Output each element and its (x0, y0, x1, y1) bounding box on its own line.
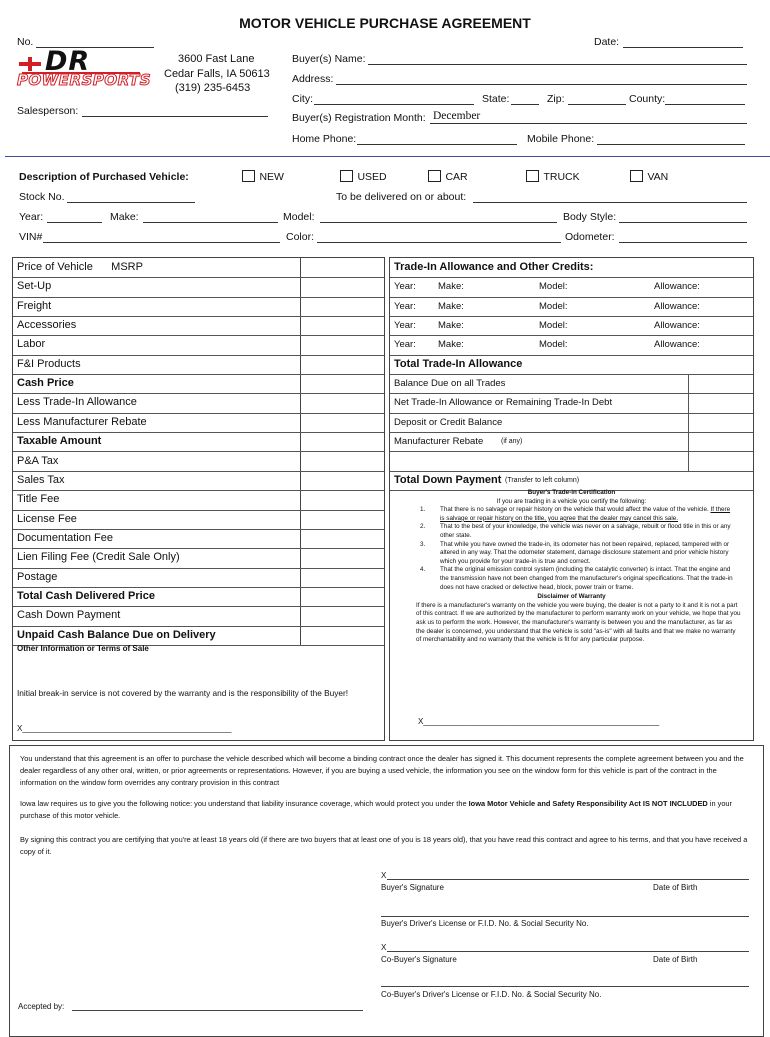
county-field[interactable] (665, 93, 745, 105)
trade-amount-cell[interactable] (688, 432, 754, 451)
price-row-amount[interactable] (301, 316, 384, 335)
price-row (13, 606, 384, 626)
trade-in-title: Trade-In Allowance and Other Credits: (394, 261, 594, 273)
truck-checkbox[interactable] (526, 170, 539, 182)
cobuyer-signature-x: X (381, 943, 387, 952)
section-divider (5, 156, 770, 157)
accepted-by-line[interactable] (72, 1010, 363, 1011)
price-row-amount[interactable] (301, 529, 384, 548)
home-phone-label: Home Phone: (292, 133, 357, 145)
terms-paragraph-2c: in your purchase of this motor vehicle. (20, 799, 733, 820)
mobile-phone-label: Mobile Phone: (527, 133, 595, 145)
salesperson-field[interactable] (82, 105, 268, 117)
no-label: No. (17, 36, 34, 48)
blank-row (390, 452, 753, 472)
buyer-name-field[interactable] (368, 53, 747, 65)
trade-in-vehicle-row (390, 316, 753, 336)
price-row-amount[interactable] (301, 277, 384, 296)
color-field[interactable] (317, 231, 561, 243)
buyer-address-field[interactable] (336, 73, 747, 85)
trade-model-label: Model: (539, 320, 568, 332)
price-row (13, 297, 384, 317)
trade-make-label: Make: (438, 300, 464, 312)
price-table (12, 257, 385, 741)
cobuyer-dob-label: Date of Birth (653, 955, 698, 964)
city-field[interactable] (314, 93, 474, 105)
trade-model-label: Model: (539, 339, 568, 351)
trade-in-vehicle-row (390, 335, 753, 355)
certification-item-text: That to the best of your knowledge, the vehicle was never on a salvage, rebuilt or flood title in this or any other state. (440, 523, 731, 539)
price-row (13, 452, 384, 472)
cobuyer-signature-label: Co-Buyer's Signature (381, 955, 457, 964)
price-row-label: Labor (17, 338, 46, 351)
car-option[interactable] (428, 169, 468, 187)
price-row-amount[interactable] (301, 471, 384, 490)
certification-item-number: 2. (420, 523, 426, 531)
new-option[interactable] (242, 169, 284, 187)
new-checkbox[interactable] (242, 170, 255, 182)
buyer-dob-label: Date of Birth (653, 883, 698, 892)
price-row (13, 277, 384, 297)
trade-allowance-label: Allowance: (654, 339, 700, 351)
home-phone-field[interactable] (357, 133, 517, 145)
price-row-amount[interactable] (301, 568, 384, 587)
stock-label: Stock No. (19, 191, 65, 203)
net-trade-row-label: Net Trade-In Allowance or Remaining Trade-In Debt (394, 397, 613, 409)
trade-allowance-label: Allowance: (654, 320, 700, 332)
certification-item (390, 541, 753, 567)
break-in-note: Initial break-in service is not covered by the warranty and is the responsibility of the Buyer! (17, 688, 349, 698)
used-option[interactable] (340, 169, 387, 187)
model-field[interactable] (320, 211, 557, 223)
trade-model-label: Model: (539, 300, 568, 312)
trade-in-table (389, 257, 754, 741)
trade-in-vehicle-row (390, 277, 753, 297)
price-row (13, 374, 384, 394)
price-row-amount[interactable] (301, 490, 384, 509)
county-label: County: (629, 93, 666, 105)
certification-block (390, 489, 753, 645)
city-label: City: (292, 93, 313, 105)
trade-make-label: Make: (438, 339, 464, 351)
price-row (13, 413, 384, 433)
rebate-row-label: Manufacturer Rebate (394, 436, 484, 448)
state-field[interactable] (511, 93, 539, 105)
dealer-address-2: Cedar Falls, IA 50613 (164, 68, 270, 80)
cobuyer-license-label: Co-Buyer's Driver's License or F.I.D. No. & Social Security No. (381, 990, 602, 999)
price-row-label: Cash Down Payment (17, 609, 121, 622)
certification-item-text: That there is no salvage or repair history on the vehicle that would affect the value of the vehicle. (440, 506, 711, 514)
price-row-amount[interactable] (301, 510, 384, 529)
make-field[interactable] (143, 211, 278, 223)
price-row-label: Freight (17, 299, 52, 312)
total-down-row-label: Total Down Payment (394, 473, 502, 486)
price-row-label: Price of Vehicle MSRP (17, 261, 143, 273)
make-label: Make: (110, 211, 139, 223)
certification-item-text: That the original emission control system (including the catalytic converter) is intact. That the engine and the transmission have not been changed from the manufacturer's original specifications. That the trade-in does not have cracked or defective head, block, power train or frame. (440, 566, 733, 591)
new-option-label: NEW (259, 171, 284, 183)
accepted-by-label: Accepted by: (18, 1002, 65, 1011)
used-checkbox[interactable] (340, 170, 353, 182)
net-trade-row (390, 393, 753, 413)
price-row-label: Lien Filing Fee (Credit Sale Only) (17, 551, 180, 564)
certification-item-text: That while you have owned the trade-in, its odometer has not been repaired, replaced, tampered with or altered in any way. That the odometer statement, damage disclosure statement and prior vehicle history which you provide for your trade-in is true and correct. (440, 540, 730, 565)
rebate-note: (if any) (501, 438, 523, 446)
price-row-amount[interactable] (301, 258, 384, 277)
trade-model-label: Model: (539, 281, 568, 293)
state-label: State: (482, 93, 510, 105)
terms-paragraph-2 (20, 798, 755, 822)
price-row-amount[interactable] (301, 413, 384, 432)
price-row-amount[interactable] (301, 626, 384, 645)
color-label: Color: (286, 231, 315, 243)
terms-box (9, 745, 764, 1037)
disclaimer-text: If there is a manufacturer's warranty on the vehicle you were buying, the dealer is not a party to it and it is not a part of this contract. If we are authorized by the manufacturer to perform warranty work on your vehicle, we hope that you ask us to perform the work. However, the manufacturer's warranty is between you and the manufacturer, as far as the dealer is concerned, you understand that the vehicle is sold "as-is" with all faults and that we make no warranty of merchantability and no warranty that the vehicle is fit for any particular purpose. (416, 601, 741, 644)
trade-make-label: Make: (438, 281, 464, 293)
price-row (13, 510, 384, 530)
body-style-field[interactable] (619, 211, 747, 223)
price-row-label: Total Cash Delivered Price (17, 589, 155, 602)
vin-label: VIN# (19, 231, 43, 243)
price-row (13, 587, 384, 607)
certification-item (390, 566, 753, 592)
trade-in-vehicle-row (390, 297, 753, 317)
vin-field[interactable] (43, 231, 280, 243)
car-checkbox[interactable] (428, 170, 441, 182)
trade-amount-cell[interactable] (688, 374, 754, 393)
certification-title: Buyer's Trade-in Certification (527, 489, 616, 496)
trade-amount-cell[interactable] (688, 393, 754, 412)
trade-allowance-label: Allowance: (654, 281, 700, 293)
price-row (13, 548, 384, 568)
salesperson-label: Salesperson: (17, 105, 79, 117)
odometer-label: Odometer: (565, 231, 615, 243)
cobuyer-signature-line[interactable] (387, 951, 749, 952)
year-field[interactable] (47, 211, 102, 223)
certification-item (390, 523, 753, 540)
price-row (13, 355, 384, 375)
price-row (13, 471, 384, 491)
buyer-name-label: Buyer(s) Name: (292, 53, 366, 65)
other-info-signature[interactable]: X_______________________________________________ (17, 724, 232, 733)
vehicle-description-label: Description of Purchased Vehicle: (19, 171, 189, 183)
price-row-amount[interactable] (301, 432, 384, 451)
price-row-amount[interactable] (301, 297, 384, 316)
trade-allowance-label: Allowance: (654, 300, 700, 312)
van-option[interactable] (630, 169, 668, 187)
price-row (13, 490, 384, 510)
balance-due-row (390, 374, 753, 394)
delivery-field[interactable] (473, 191, 747, 203)
page-title: MOTOR VEHICLE PURCHASE AGREEMENT (239, 15, 531, 31)
price-row-label: License Fee (17, 512, 77, 525)
dealer-address-1: 3600 Fast Lane (178, 53, 255, 65)
price-row-label: Documentation Fee (17, 531, 113, 544)
price-row (13, 568, 384, 588)
price-row-label: Cash Price (17, 377, 74, 390)
certification-intro: If you are trading in a vehicle you certify the following: (496, 497, 647, 505)
price-row-label: Accessories (17, 319, 77, 332)
zip-field[interactable] (568, 93, 626, 105)
total-trade-in-row (390, 355, 753, 375)
price-row-label: F&I Products (17, 357, 81, 370)
truck-option[interactable] (526, 169, 580, 187)
price-row (13, 393, 384, 413)
trade-in-title-row (390, 258, 753, 278)
stock-field[interactable] (67, 191, 195, 203)
buyer-address-label: Address: (292, 73, 334, 85)
logo-bottom-text: POWERSPORTS (17, 71, 152, 89)
model-label: Model: (283, 211, 315, 223)
other-info-title: Other Information or Terms of Sale (17, 644, 149, 653)
price-row-label: Unpaid Cash Balance Due on Delivery (17, 628, 216, 641)
price-row-label: Taxable Amount (17, 435, 102, 448)
deposit-row (390, 413, 753, 433)
date-field[interactable] (623, 36, 743, 48)
dealer-phone: (319) 235-6453 (175, 82, 251, 94)
price-row-amount[interactable] (301, 335, 384, 354)
buyer-license-line[interactable] (381, 916, 749, 917)
certification-signature[interactable]: X_____________________________________________________ (418, 717, 660, 726)
price-row-amount[interactable] (301, 606, 384, 625)
terms-paragraph-2a: Iowa law requires us to give you the following notice: you understand that liability insurance coverage, which would protect you under the (20, 799, 469, 808)
trade-amount-cell[interactable] (688, 452, 754, 471)
price-row (13, 316, 384, 336)
price-row-label: Set-Up (17, 280, 52, 293)
logo-top-text: DR (45, 46, 91, 77)
certification-item-number: 3. (420, 540, 426, 548)
price-row (13, 258, 384, 278)
trade-year-label: Year: (394, 320, 416, 332)
price-row-amount[interactable] (301, 548, 384, 567)
trade-year-label: Year: (394, 281, 416, 293)
delivery-label: To be delivered on or about: (336, 191, 467, 203)
van-option-label: VAN (647, 171, 669, 183)
deposit-row-label: Deposit or Credit Balance (394, 416, 503, 428)
year-label: Year: (19, 211, 44, 223)
price-row (13, 529, 384, 549)
body-style-label: Body Style: (563, 211, 617, 223)
price-row-label: Sales Tax (17, 473, 65, 486)
balance-due-row-label: Balance Due on all Trades (394, 378, 506, 390)
rebate-row (390, 432, 753, 452)
mobile-phone-field[interactable] (597, 133, 745, 145)
price-row-amount[interactable] (301, 355, 384, 374)
buyer-license-label: Buyer's Driver's License or F.I.D. No. & Social Security No. (381, 919, 589, 928)
price-row-amount[interactable] (301, 452, 384, 471)
cobuyer-license-line[interactable] (381, 986, 749, 987)
terms-paragraph-3: By signing this contract you are certifying that you're at least 18 years old (if there are two buyers that at least one of you is 18 years old), that you have read this contract and agree to his terms, and that you have received a copy of it. (20, 835, 748, 856)
terms-paragraph-1: You understand that this agreement is an offer to purchase the vehicle described which will become a binding contract once the dealer has signed it. This document represents the complete agreement between you and the dealer regardless of any other oral, written, or prior agreements or representations. However, if you are buying a used vehicle, the information you see on the window form for this vehicle is part of the contract in the information on the window form overrides any contrary provision in this contract (20, 754, 744, 787)
zip-label: Zip: (547, 93, 565, 105)
registration-label: Buyer(s) Registration Month: (292, 112, 426, 124)
certification-item-underlined: If there is salvage or repair history on the title, you agree that the dealer may cancel this sale. (440, 506, 731, 522)
dealer-logo (15, 46, 152, 92)
certification-item (390, 506, 753, 523)
truck-option-label: TRUCK (543, 171, 580, 183)
price-row-amount[interactable] (301, 374, 384, 393)
buyer-signature-line[interactable] (387, 879, 749, 880)
price-row-label: Title Fee (17, 493, 60, 506)
total-trade-in-row-label: Total Trade-In Allowance (394, 357, 523, 370)
total-down-note: (Transfer to left column) (505, 476, 580, 484)
price-row-label: Less Manufacturer Rebate (17, 415, 147, 428)
buyer-signature-label: Buyer's Signature (381, 883, 444, 892)
buyer-signature-x: X (381, 871, 387, 880)
car-option-label: CAR (445, 171, 468, 183)
trade-year-label: Year: (394, 300, 416, 312)
price-row-amount[interactable] (301, 587, 384, 606)
price-row-label: P&A Tax (17, 454, 59, 467)
price-row-amount[interactable] (301, 393, 384, 412)
trade-amount-cell[interactable] (688, 413, 754, 432)
price-row (13, 626, 384, 646)
registration-value[interactable]: December (433, 110, 481, 122)
price-row-label: Postage (17, 570, 58, 583)
terms-paragraph-2b: Iowa Motor Vehicle and Safety Responsibility Act IS NOT INCLUDED (468, 799, 708, 808)
disclaimer-title: Disclaimer of Warranty (537, 593, 606, 601)
trade-year-label: Year: (394, 339, 416, 351)
trade-make-label: Make: (438, 320, 464, 332)
used-option-label: USED (357, 171, 387, 183)
certification-item-number: 4. (420, 566, 426, 574)
date-label: Date: (594, 36, 620, 48)
van-checkbox[interactable] (630, 170, 643, 182)
price-row-label: Less Trade-In Allowance (17, 396, 137, 409)
price-row (13, 335, 384, 355)
certification-item-number: 1. (420, 506, 426, 514)
price-row (13, 432, 384, 452)
odometer-field[interactable] (619, 231, 747, 243)
